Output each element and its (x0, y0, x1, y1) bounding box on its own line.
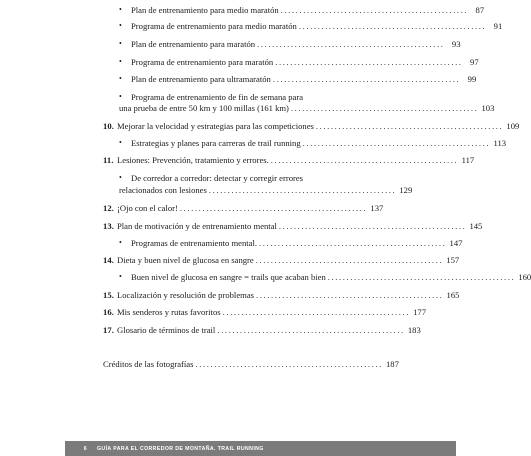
toc-entry-page: 183 (407, 325, 421, 335)
chapter-number: 11. (103, 155, 114, 165)
dot-leader: .................................................. (255, 255, 444, 265)
toc-entry-title: Dieta y buen nivel de glucosa en sangre (117, 255, 254, 265)
toc-entry (119, 102, 495, 114)
toc-entry-title: Buen nivel de glucosa en sangre = trails que acaban bien (131, 272, 326, 282)
dot-leader: .................................................. (208, 185, 397, 195)
toc-entry-page: 177 (413, 307, 427, 317)
toc-entry-line1 (111, 172, 358, 184)
dot-leader: .................................................. (275, 57, 463, 67)
toc-entry-page: 91 (493, 21, 503, 31)
chapter-number: 15. (103, 290, 115, 300)
toc-entry-title: Glosario de términos de trail (117, 325, 216, 335)
toc-entry (111, 137, 507, 149)
toc-entry-title: Plan de entrenamiento para maratón (131, 39, 256, 49)
toc-entry-page: 117 (461, 155, 475, 165)
footer-page-number: 6 (83, 445, 87, 452)
toc-entry-title: Localización y resolución de problemas (117, 290, 254, 300)
toc-entry-title: Plan de entrenamiento para medio maratón (131, 5, 279, 15)
toc-chapter (103, 324, 421, 336)
toc-entry-title: De corredor a corredor: detectar y corregir errores (131, 173, 304, 183)
bullet: • (119, 74, 122, 83)
dot-leader: .................................................. (280, 5, 469, 15)
bullet: • (119, 5, 122, 14)
chapter-number: 16. (103, 307, 115, 317)
toc-entry-page: 129 (399, 185, 413, 195)
toc-entry-title: Mis senderos y rutas favoritos (117, 307, 221, 317)
toc-entry-page: 137 (370, 203, 384, 213)
toc-entry-title: Lesiones: Prevención, tratamiento y errores. (117, 155, 269, 165)
chapter-number: 14. (103, 255, 115, 265)
toc-entry (111, 73, 477, 85)
toc-entry-page: 99 (467, 74, 477, 84)
toc-chapter (103, 289, 460, 301)
toc-entry-page: 93 (451, 39, 461, 49)
toc-entry (119, 184, 413, 196)
chapter-number: 12. (103, 203, 115, 213)
chapter-number: 17. (103, 325, 115, 335)
toc-chapter (103, 220, 483, 232)
toc-entry-title-continued: relacionados con lesiones (119, 185, 207, 195)
toc-entry-page: 157 (446, 255, 460, 265)
chapter-number: 13. (103, 221, 115, 231)
bullet: • (119, 57, 122, 66)
toc-entry (111, 38, 461, 50)
toc-entry-title: Plan de motivación y de entrenamiento mental (117, 221, 277, 231)
toc-entry-title: Estrategias y planes para carreras de trail running (131, 138, 301, 148)
toc-entry-title: Plan de entrenamiento para ultramaratón (131, 74, 271, 84)
toc-entry (111, 20, 503, 32)
dot-leader: .................................................. (179, 203, 368, 213)
toc-entry-page: 160 (518, 272, 531, 282)
toc-entry (111, 271, 531, 283)
dot-leader: .................................................. (222, 307, 411, 317)
toc-entry-title: Programas de entrenamiento mental. (131, 238, 257, 248)
toc-chapter (103, 120, 520, 132)
dot-leader: .................................................. (290, 103, 479, 113)
bullet: • (119, 39, 122, 48)
toc-entry (111, 4, 485, 16)
dot-leader: .................................................. (272, 74, 461, 84)
toc-entry (111, 56, 479, 68)
toc-entry-page: 109 (506, 121, 520, 131)
toc-entry-page: 147 (449, 238, 463, 248)
toc-entry-page: 87 (475, 5, 485, 15)
dot-leader: .................................................. (195, 359, 383, 369)
bullet: • (119, 21, 122, 30)
toc-chapter (103, 306, 427, 318)
bullet: • (119, 272, 122, 281)
bullet: • (119, 138, 122, 147)
chapter-number: 10. (103, 121, 115, 131)
toc-entry-page: 145 (469, 221, 483, 231)
toc-entry-title: Programa de entrenamiento de fin de semana para (131, 92, 304, 102)
dot-leader: .................................................. (255, 290, 444, 300)
bullet: • (119, 92, 122, 101)
toc-entry-page: 187 (385, 359, 399, 369)
toc-chapter (103, 202, 384, 214)
toc-entry-page: 103 (481, 103, 495, 113)
toc-entry-title: ¡Ojo con el calor! (117, 203, 178, 213)
toc-entry-title: Programa de entrenamiento para maratón (131, 57, 274, 67)
toc-entry-title: Créditos de las fotografías (103, 359, 194, 369)
running-footer (65, 441, 456, 456)
toc-credits (103, 358, 399, 370)
toc-chapter (103, 154, 475, 166)
dot-leader: .................................................. (270, 155, 459, 165)
dot-leader: .................................................. (327, 272, 516, 282)
toc-chapter (103, 254, 460, 266)
toc-entry (111, 237, 463, 249)
dot-leader: .................................................. (302, 138, 491, 148)
dot-leader: .................................................. (278, 221, 467, 231)
bullet: • (119, 238, 122, 247)
dot-leader: .................................................. (298, 21, 487, 31)
toc-entry-page: 165 (446, 290, 460, 300)
bullet: • (119, 173, 122, 182)
dot-leader: .................................................. (217, 325, 405, 335)
dot-leader: .................................................. (259, 238, 447, 248)
footer-running-title: GUÍA PARA EL CORREDOR DE MONTAÑA. TRAIL RUNNING (97, 445, 264, 452)
toc-entry-title-continued: una prueba de entre 50 km y 100 millas (161 km) (119, 103, 289, 113)
dot-leader: .................................................. (315, 121, 504, 131)
toc-entry-title: Programa de entrenamiento para medio maratón (131, 21, 297, 31)
toc-entry-title: Mejorar la velocidad y estrategias para las competiciones (117, 121, 314, 131)
toc-entry-page: 97 (470, 57, 479, 67)
toc-entry-page: 113 (493, 138, 507, 148)
dot-leader: .................................................. (257, 39, 445, 49)
